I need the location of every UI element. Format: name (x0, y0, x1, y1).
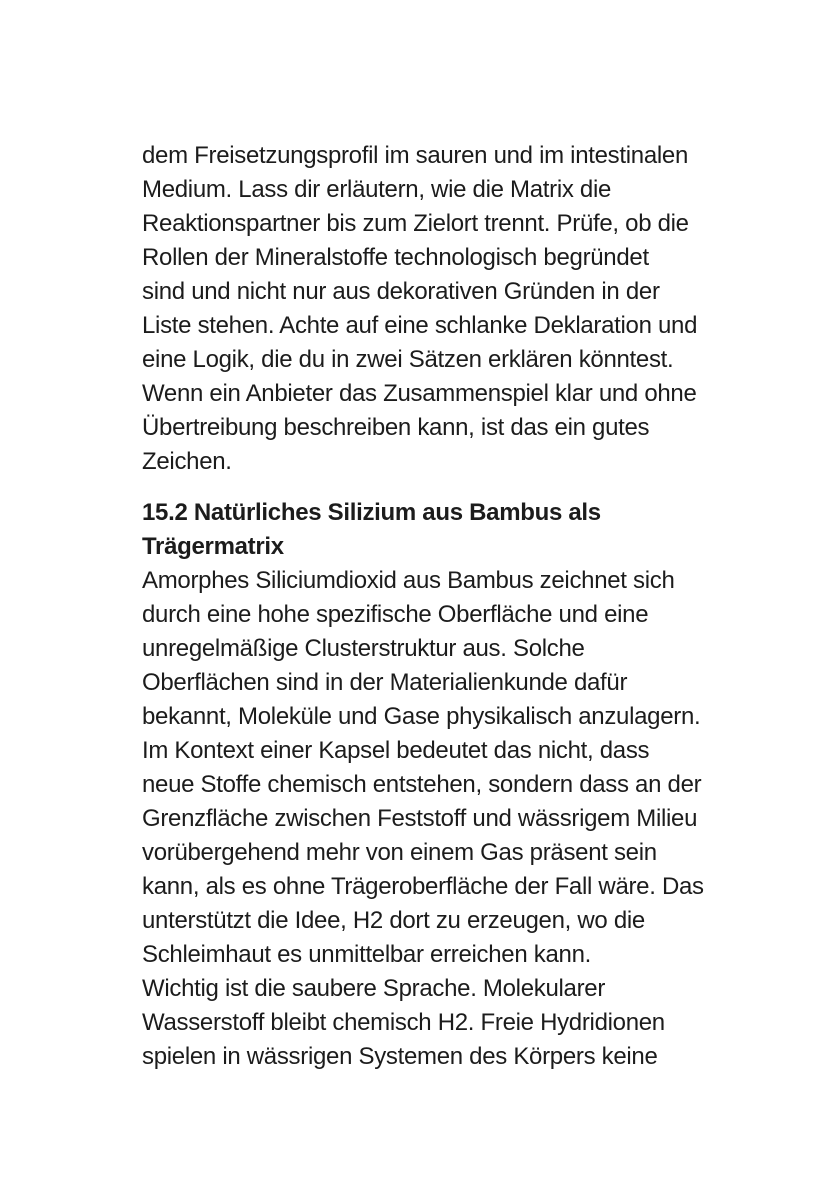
section-heading (142, 496, 702, 564)
text-line: Wasserstoff bleibt chemisch H2. Freie Hydridionen (142, 1009, 665, 1036)
text-line: Zeichen. (142, 448, 232, 475)
text-line: unterstützt die Idee, H2 dort zu erzeugen, wo die (142, 907, 645, 934)
text-line: vorübergehend mehr von einem Gas präsent sein (142, 839, 657, 866)
text-line: dem Freisetzungsprofil im sauren und im intestinalen (142, 142, 688, 169)
text-line: Wenn ein Anbieter das Zusammenspiel klar und ohne (142, 380, 697, 407)
text-line: unregelmäßige Clusterstruktur aus. Solche (142, 635, 585, 662)
paragraph-clean-language (142, 972, 702, 1074)
text-line: Trägermatrix (142, 533, 284, 560)
text-line: 15.2 Natürliches Silizium aus Bambus als (142, 499, 601, 526)
text-line: durch eine hohe spezifische Oberfläche und eine (142, 601, 649, 628)
text-line: sind und nicht nur aus dekorativen Gründen in der (142, 278, 660, 305)
text-line: Amorphes Siliciumdioxid aus Bambus zeichnet sich (142, 567, 675, 594)
text-line: Grenzfläche zwischen Feststoff und wässrigem Milieu (142, 805, 698, 832)
text-line: Oberflächen sind in der Materialienkunde dafür (142, 669, 628, 696)
text-line: Rollen der Mineralstoffe technologisch begründet (142, 244, 649, 271)
text-line: spielen in wässrigen Systemen des Körpers keine (142, 1043, 658, 1070)
text-line: kann, als es ohne Trägeroberfläche der Fall wäre. Das (142, 873, 704, 900)
paragraph-release-profile (142, 139, 702, 479)
text-line: bekannt, Moleküle und Gase physikalisch anzulagern. (142, 703, 701, 730)
text-line: Medium. Lass dir erläutern, wie die Matrix die (142, 176, 612, 203)
paragraph-silicon-matrix (142, 564, 702, 972)
text-line: Übertreibung beschreiben kann, ist das ein gutes (142, 414, 650, 441)
text-line: Reaktionspartner bis zum Zielort trennt. Prüfe, ob die (142, 210, 689, 237)
document-text (142, 139, 702, 1074)
text-line: Im Kontext einer Kapsel bedeutet das nicht, dass (142, 737, 650, 764)
text-line: Liste stehen. Achte auf eine schlanke Deklaration und (142, 312, 698, 339)
text-line: Schleimhaut es unmittelbar erreichen kann. (142, 941, 591, 968)
text-line: Wichtig ist die saubere Sprache. Molekularer (142, 975, 606, 1002)
text-line: eine Logik, die du in zwei Sätzen erklären könntest. (142, 346, 674, 373)
text-line: neue Stoffe chemisch entstehen, sondern dass an der (142, 771, 702, 798)
